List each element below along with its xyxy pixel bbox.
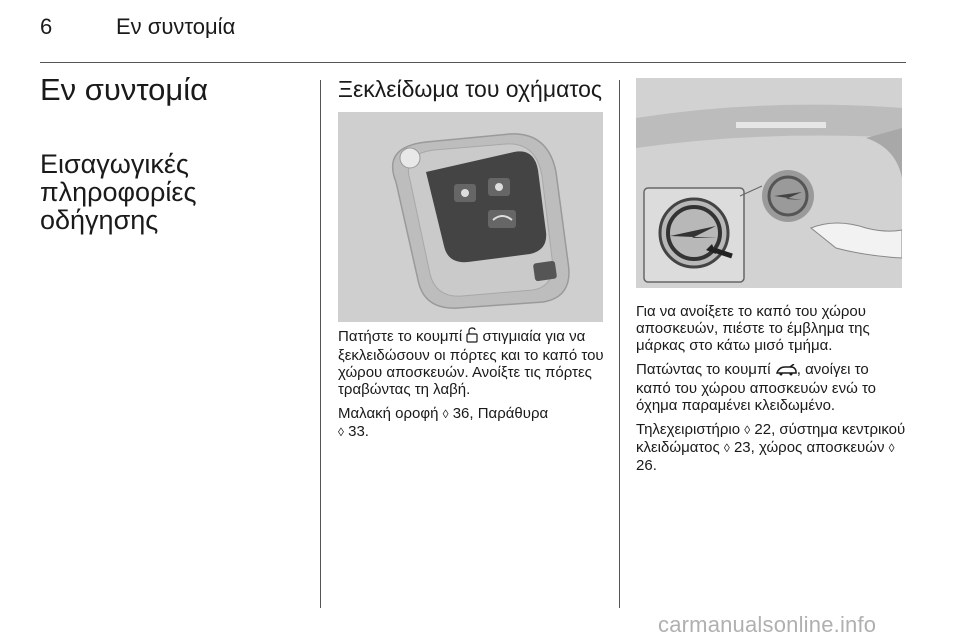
column-divider-1: [320, 80, 321, 608]
trunk-paragraph-2: [636, 361, 906, 414]
trunk-page-ref[interactable]: 26: [636, 457, 653, 474]
chapter-title: Εν συντομία: [40, 72, 209, 107]
remote-page-ref[interactable]: 22: [754, 421, 772, 438]
trunk-refs-end: .: [652, 457, 657, 474]
xref-arrow-icon: ◊: [888, 441, 895, 455]
trunk-emblem-illustration: [636, 78, 902, 288]
key-fob-icon: [338, 112, 603, 322]
refs-end: .: [364, 423, 369, 440]
related-refs-paragraph: [338, 405, 606, 441]
unlock-paragraph: [338, 327, 606, 398]
trunk-refs-paragraph: [636, 421, 906, 474]
unlock-text-2: στιγμιαία για να ξεκλειδώσουν οι πόρτες και το καπό του χώρου αποσκευών. Ανοίξτε τις πόρτες τραβώντας τη λαβή.: [338, 328, 604, 398]
xref-arrow-icon: ◊: [723, 441, 730, 455]
unlock-text-1: Πατήστε το κουμπί: [338, 328, 467, 345]
column-divider-2: [619, 80, 620, 608]
unlock-instructions: [338, 327, 606, 448]
xref-arrow-icon: ◊: [744, 423, 751, 437]
softtop-label: Μαλακή οροφή: [338, 405, 443, 422]
car-trunk-icon: [775, 363, 797, 380]
trunk-label: , χώρος αποσκευών: [750, 439, 889, 456]
section-title: Εισαγωγικές πληροφορίες οδήγησης: [40, 149, 197, 235]
unlock-vehicle-heading: Ξεκλείδωμα του οχήματος: [338, 76, 603, 102]
trunk-emblem-icon: [636, 78, 902, 288]
xref-arrow-icon: ◊: [442, 407, 449, 421]
windows-page-ref[interactable]: 33: [348, 423, 365, 440]
remote-label: Τηλεχειριστήριο: [636, 421, 745, 438]
running-header: Εν συντομία: [116, 14, 236, 39]
central-lock-page-ref[interactable]: 23: [733, 439, 751, 456]
trunk-paragraph-1: Για να ανοίξετε το καπό του χώρου αποσκευών, πιέστε το έμβλημα της μάρκας στο κάτω μισό τμήμα.: [636, 303, 870, 354]
trunk-text-1: Πατώντας το κουμπί: [636, 361, 775, 378]
key-fob-illustration: [338, 112, 603, 322]
softtop-page-ref[interactable]: 36: [452, 405, 470, 422]
central-lock-label: , σύστημα κεντρικού κλειδώματος: [636, 421, 906, 456]
watermark: carmanualsonline.info: [658, 612, 877, 637]
xref-arrow-icon: ◊: [338, 425, 344, 439]
header-rule: [40, 62, 906, 63]
trunk-text-2: , ανοίγει το καπό του χώρου αποσκευών ενώ το όχημα παραμένει κλειδωμένο.: [636, 361, 876, 414]
page-number: 6: [40, 14, 53, 39]
unlock-icon: [466, 327, 478, 347]
trunk-instructions: [636, 303, 906, 481]
windows-label: , Παράθυρα: [469, 405, 549, 422]
